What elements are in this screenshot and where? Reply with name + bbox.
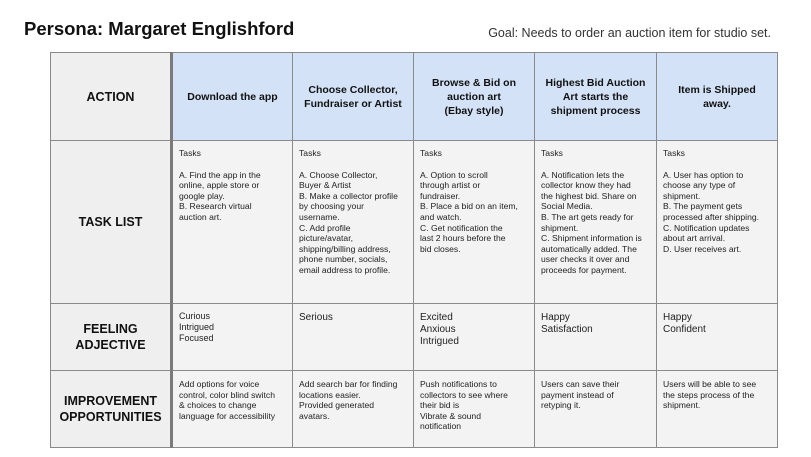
- task-cell-3: [414, 141, 535, 304]
- feeling-line: Excited: [420, 312, 453, 323]
- feeling-line: Confident: [663, 324, 706, 335]
- journey-map-table: [50, 52, 778, 448]
- task-line: proceeds for payment.: [541, 264, 627, 275]
- row-label-line: FEELING: [83, 322, 138, 336]
- task-line: processed after shipping.: [663, 211, 760, 222]
- task-line: user checks it over and: [541, 254, 630, 265]
- tasks-label: Tasks: [179, 148, 201, 158]
- task-line: B. The art gets ready for: [541, 211, 634, 222]
- task-cell-4: [535, 141, 657, 304]
- improvement-line: Users can save their: [541, 379, 620, 389]
- task-line: Social Media.: [541, 201, 593, 212]
- task-line: shipping/billing address,: [299, 243, 391, 254]
- stage-header-line: shipment process: [550, 104, 641, 117]
- task-line: C. Get notification the: [420, 222, 503, 233]
- improvement-line: Push notifications to: [420, 379, 497, 389]
- tasks-label: Tasks: [663, 148, 685, 158]
- improvement-cell-4: [535, 371, 657, 448]
- improvement-line: Add search bar for finding: [299, 379, 398, 389]
- tasks-label: Tasks: [541, 148, 563, 158]
- stage-header-4: [535, 53, 657, 141]
- stage-header-line: Download the app: [187, 90, 278, 103]
- stage-header-line: Highest Bid Auction: [545, 76, 646, 89]
- stage-header-line: auction art: [447, 90, 501, 103]
- improvement-line: control, color blind switch: [179, 389, 276, 400]
- task-line: shipment.: [663, 190, 701, 201]
- feeling-line: Happy: [541, 312, 570, 323]
- improvement-line: Vibrate & sound: [420, 410, 481, 421]
- improvement-cell-5: [657, 371, 778, 448]
- feeling-cell-2: [293, 304, 414, 371]
- feeling-line: Satisfaction: [541, 324, 593, 335]
- stage-header-5: [657, 53, 778, 141]
- feeling-line: Curious: [179, 311, 211, 321]
- task-line: the highest bid. Share on: [541, 190, 637, 201]
- task-line: picture/avatar,: [299, 233, 353, 244]
- row-label-line: IMPROVEMENT: [63, 394, 158, 408]
- improvement-cell-3: [414, 371, 535, 448]
- goal-text: Goal: Needs to order an auction item for studio set.: [488, 26, 771, 40]
- improvement-row-label: [51, 371, 172, 448]
- task-line: B. The payment gets: [663, 201, 743, 212]
- improvement-line: & choices to change: [179, 400, 257, 411]
- improvement-line: Users will be able to see: [663, 379, 757, 389]
- improvement-line: avatars.: [299, 410, 330, 421]
- persona-title: Persona: Margaret Englishford: [24, 18, 295, 39]
- task-cell-2: [293, 141, 414, 304]
- task-line: Buyer & Artist: [299, 180, 352, 191]
- task-line: shipment.: [541, 222, 579, 233]
- improvement-line: Add options for voice: [179, 379, 260, 389]
- task-line: auction art.: [179, 211, 222, 222]
- feeling-line: Intrigued: [420, 336, 459, 347]
- task-line: C. Add profile: [299, 222, 351, 233]
- improvement-line: locations easier.: [299, 389, 361, 400]
- action-row-label: ACTION: [51, 53, 172, 141]
- feeling-row-label: [51, 304, 172, 371]
- task-line: through artist or: [420, 180, 481, 191]
- improvement-line: retyping it.: [541, 400, 581, 411]
- stage-header-1: [172, 53, 293, 141]
- stage-header-line: Browse & Bid on: [431, 76, 516, 89]
- task-line: fundraiser.: [420, 190, 461, 201]
- feeling-line: Intrigued: [179, 322, 215, 332]
- stage-header-line: Choose Collector,: [308, 83, 398, 96]
- improvement-cell-1: [172, 371, 293, 448]
- feeling-cell-5: [657, 304, 778, 371]
- task-line: last 2 hours before the: [420, 233, 506, 244]
- stage-header-line: Item is Shipped away.: [678, 83, 756, 110]
- task-line: A. Notification lets the: [541, 169, 625, 180]
- task-line: B. Make a collector profile: [299, 190, 398, 201]
- row-label-line: OPPORTUNITIES: [59, 410, 162, 424]
- stage-header-line: (Ebay style): [444, 104, 504, 117]
- task-line: B. Place a bid on an item,: [420, 201, 518, 212]
- task-line: online, apple store or: [179, 180, 260, 191]
- task-line: phone number, socials,: [299, 254, 388, 265]
- task-line: collector know they had: [541, 180, 631, 191]
- improvement-line: the steps process of the: [663, 389, 755, 400]
- improvement-line: language for accessibility: [179, 410, 276, 421]
- task-line: username.: [299, 211, 340, 222]
- task-line: about art arrival.: [663, 233, 726, 244]
- tasks-label: Tasks: [299, 148, 321, 158]
- task-line: A. Choose Collector,: [299, 169, 378, 180]
- stage-header-3: [414, 53, 535, 141]
- task-line: C. Shipment information is: [541, 233, 642, 244]
- task-cell-5: [657, 141, 778, 304]
- task-line: automatically added. The: [541, 243, 637, 254]
- row-label-line: ADJECTIVE: [75, 338, 146, 352]
- feeling-line: Focused: [179, 333, 214, 343]
- improvement-line: Provided generated: [299, 400, 375, 411]
- stage-header-line: Art starts the: [562, 90, 629, 103]
- feeling-line: Serious: [299, 312, 333, 323]
- task-line: A. Option to scroll: [420, 169, 488, 180]
- task-line: bid closes.: [420, 243, 461, 254]
- task-line: and watch.: [420, 211, 462, 222]
- task-list-row: [51, 141, 778, 304]
- task-line: C. Notification updates: [663, 222, 750, 233]
- feeling-line: Anxious: [420, 324, 456, 335]
- feeling-cell-1: [172, 304, 293, 371]
- stage-header-line: Fundraiser or Artist: [304, 97, 402, 110]
- improvement-line: shipment.: [663, 400, 701, 411]
- task-cell-1: [172, 141, 293, 304]
- tasks-label: Tasks: [420, 148, 442, 158]
- task-list-row-label: TASK LIST: [51, 141, 172, 304]
- task-line: B. Research virtual: [179, 201, 252, 212]
- feeling-cell-3: [414, 304, 535, 371]
- task-line: A. Find the app in the: [179, 169, 261, 180]
- task-line: D. User receives art.: [663, 243, 742, 254]
- feeling-cell-4: [535, 304, 657, 371]
- task-line: A. User has option to: [663, 169, 744, 180]
- improvement-line: notification: [420, 421, 462, 432]
- improvement-line: payment instead of: [541, 389, 614, 400]
- improvement-row: [51, 371, 778, 448]
- improvement-line: collectors to see where: [420, 389, 508, 400]
- improvement-cell-2: [293, 371, 414, 448]
- task-line: by choosing your: [299, 201, 364, 212]
- feeling-row: [51, 304, 778, 371]
- task-line: google play.: [179, 190, 225, 201]
- stage-header-2: [293, 53, 414, 141]
- feeling-line: Happy: [663, 312, 692, 323]
- header-row: [51, 53, 778, 141]
- task-line: email address to profile.: [299, 264, 391, 275]
- improvement-line: their bid is: [420, 400, 460, 411]
- task-line: choose any type of: [663, 180, 736, 191]
